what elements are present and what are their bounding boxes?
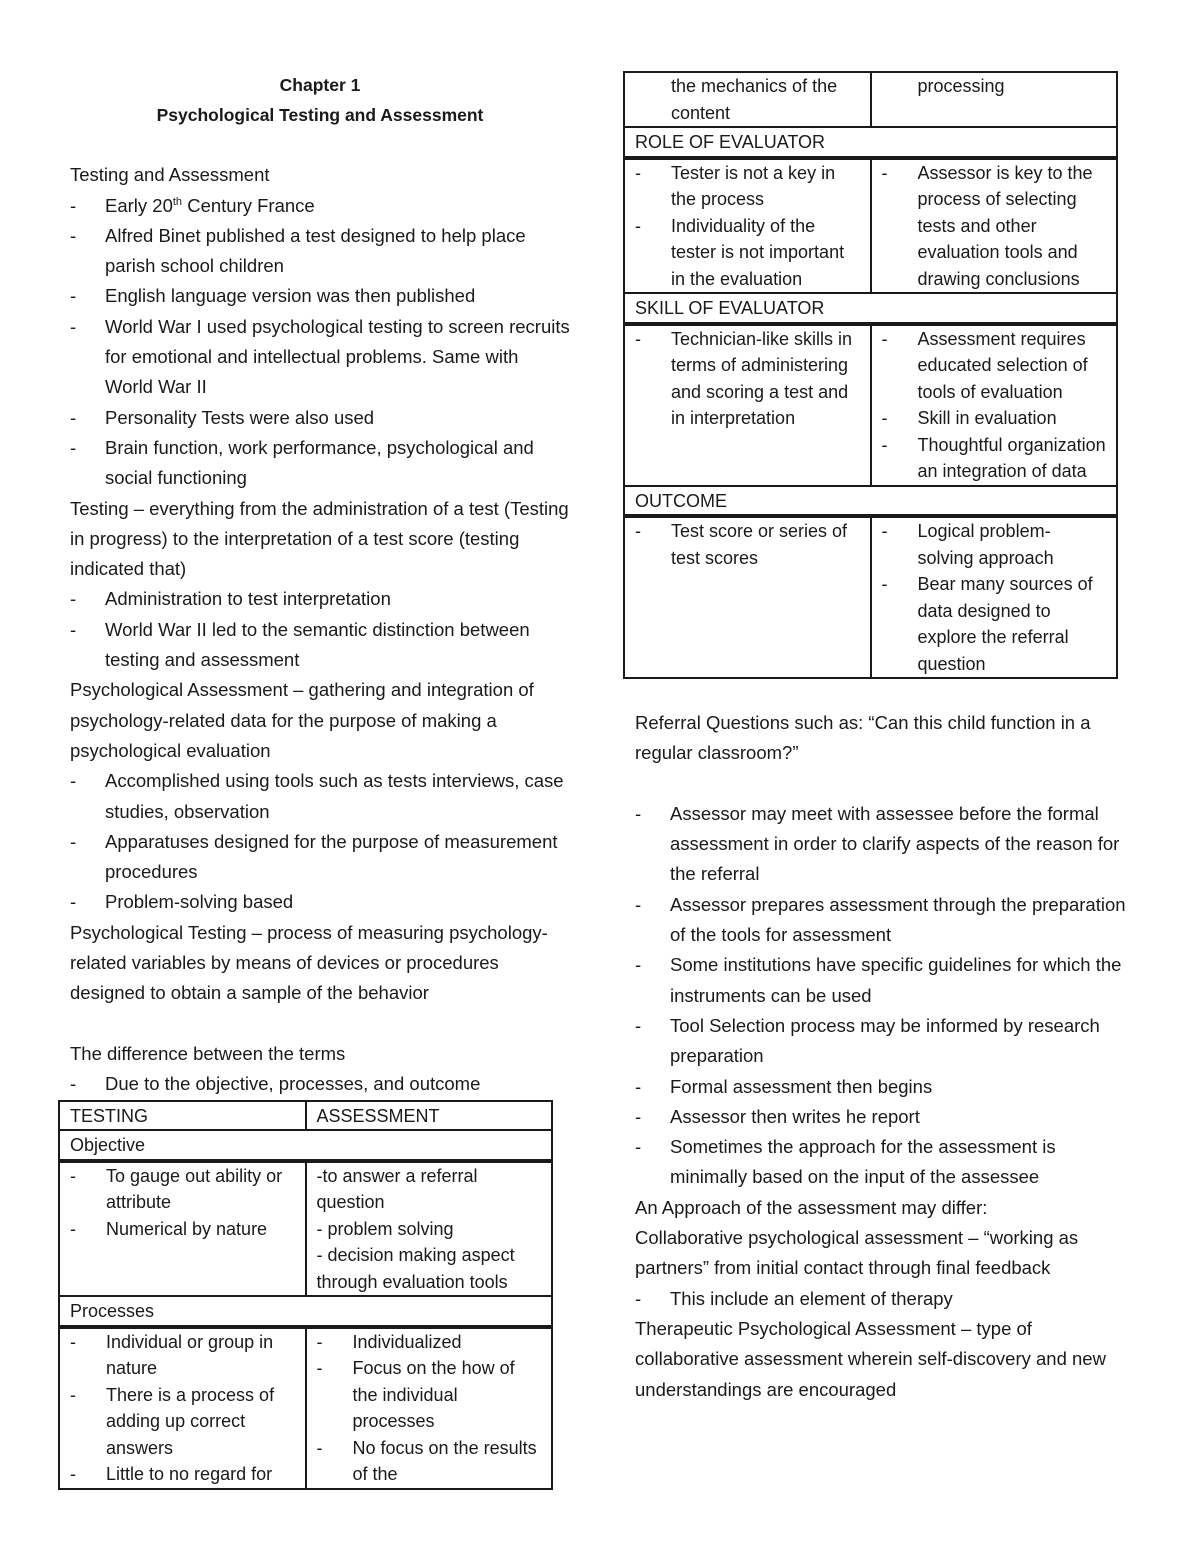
list-item (635, 1132, 1128, 1193)
row-label-outcome: OUTCOME (624, 486, 1117, 517)
bullet-dash: - (70, 891, 77, 913)
bullet-text: Tool Selection process may be informed by research preparation (670, 1014, 1100, 1067)
bullet-text: Alfred Binet published a test designed to help place parish school children (105, 224, 526, 277)
testing-definition: Testing – everything from the administration of a test (Testing in progress) to the interpretation of a test score (testing indicated that) (70, 497, 569, 580)
bullet-text: World War II led to the semantic distinction between testing and assessment (105, 618, 530, 671)
table-row (624, 127, 1117, 158)
skill-testing-cell: - Technician-like skills in terms of administering and scoring a test and in interpretation (624, 324, 871, 486)
bullet-dash: - (70, 315, 77, 337)
bullet-text: Due to the objective, processes, and outcome (105, 1073, 481, 1095)
bullet-text: English language version was then published (105, 285, 476, 307)
table-row (624, 486, 1117, 517)
skill-assessment-cell: - Assessment requires educated selection of tools of evaluation - Skill in evaluation - Thoughtful organization an integration of data (871, 324, 1118, 486)
table-row (624, 324, 1117, 486)
list-item (635, 799, 1128, 890)
bullet-text: Some institutions have specific guidelines for which the instruments can be used (670, 954, 1122, 1006)
difference-heading: The difference between the terms (70, 1042, 346, 1064)
outcome-testing-cell: - Test score or series of test scores (624, 516, 871, 678)
bullet-dash: - (635, 802, 642, 824)
bullet-dash: - (70, 436, 77, 458)
psych-testing-definition: Psychological Testing – process of measuring psychology-related variables by means of devices or procedures designed to obtain a sample of the behavior (70, 921, 548, 1004)
list-item (635, 1284, 1128, 1314)
bullet-dash: - (70, 770, 77, 792)
bullet-dash: - (70, 224, 77, 246)
bullet-dash: - (635, 1287, 642, 1309)
list-item (70, 403, 570, 433)
role-testing-cell: - Tester is not a key in the process - Individuality of the tester is not important in the evaluation (624, 158, 871, 294)
bullet-dash: - (70, 830, 77, 852)
table-row (59, 1296, 552, 1327)
list-item (635, 950, 1128, 1011)
continued-testing-cell: the mechanics of the content (624, 72, 871, 127)
bullet-dash: - (635, 1014, 642, 1036)
list-item (635, 1102, 1128, 1132)
chapter-subtitle: Psychological Testing and Assessment (156, 105, 484, 125)
list-item (70, 584, 570, 614)
row-label-skill: SKILL OF EVALUATOR (624, 293, 1117, 324)
list-item (70, 827, 570, 888)
left-column (70, 70, 570, 1490)
bullet-dash: - (70, 1073, 77, 1095)
list-item (70, 312, 570, 403)
list-item (70, 191, 570, 221)
approach-heading: An Approach of the assessment may differ: (635, 1196, 988, 1218)
bullet-text: Assessor then writes he report (670, 1105, 920, 1127)
list-item (70, 887, 570, 917)
bullet-dash: - (70, 618, 77, 640)
bullet-text: Apparatuses designed for the purpose of measurement procedures (105, 830, 558, 883)
table-row (624, 293, 1117, 324)
bullet-text: Problem-solving based (105, 891, 294, 913)
table-row (624, 158, 1117, 294)
bullet-text: Administration to test interpretation (105, 588, 391, 610)
bullet-dash: - (635, 954, 642, 976)
table-row (59, 1327, 552, 1489)
list-item (70, 766, 570, 827)
bullet-text: Personality Tests were also used (105, 406, 375, 428)
table-row (59, 1130, 552, 1161)
objective-assessment-cell: -to answer a referral question - problem solving - decision making aspect through evaluation tools (306, 1161, 553, 1297)
bullet-text: This include an element of therapy (670, 1287, 953, 1309)
role-assessment-cell: - Assessor is key to the process of selecting tests and other evaluation tools and drawing conclusions (871, 158, 1118, 294)
bullet-dash: - (635, 1136, 642, 1158)
therapeutic-definition: Therapeutic Psychological Assessment – type of collaborative assessment wherein self-discovery and new understandings are encouraged (635, 1317, 1106, 1400)
bullet-text: Assessor prepares assessment through the preparation of the tools for assessment (670, 893, 1126, 946)
list-item (635, 890, 1128, 951)
outcome-assessment-cell: - Logical problem-solving approach - Bear many sources of data designed to explore the referral question (871, 516, 1118, 678)
bullet-dash: - (635, 1105, 642, 1127)
column-header-assessment: ASSESSMENT (306, 1101, 553, 1131)
collaborative-definition: Collaborative psychological assessment – “working as partners” from initial contact through final feedback (635, 1227, 1079, 1279)
row-label-role: ROLE OF EVALUATOR (624, 127, 1117, 158)
table-row (624, 516, 1117, 678)
table-row (624, 72, 1117, 127)
comparison-table-continued (623, 71, 1118, 679)
bullet-text: World War I used psychological testing to screen recruits for emotional and intellectual problems. Same with World War II (105, 315, 570, 398)
list-item (635, 1072, 1128, 1102)
bullet-text: Formal assessment then begins (670, 1075, 933, 1097)
column-header-testing: TESTING (59, 1101, 306, 1131)
list-item (70, 615, 570, 676)
assessment-definition: Psychological Assessment – gathering and integration of psychology-related data for the purpose of making a psychological evaluation (70, 679, 534, 761)
bullet-text: Assessor may meet with assessee before the formal assessment in order to clarify aspects of the reason for the referral (670, 802, 1120, 885)
bullet-dash: - (70, 406, 77, 428)
table-row (59, 1161, 552, 1297)
right-column (623, 71, 1128, 1405)
comparison-table (58, 1100, 553, 1490)
bullet-dash: - (70, 285, 77, 307)
bullet-dash: - (70, 588, 77, 610)
bullet-text: Brain function, work performance, psychological and social functioning (105, 436, 534, 489)
bullet-text: Accomplished using tools such as tests interviews, case studies, observation (105, 770, 564, 822)
list-item (70, 1069, 570, 1099)
processes-testing-cell: - Individual or group in nature - There is a process of adding up correct answers - Little to no regard for (59, 1327, 306, 1489)
bullet-text: Sometimes the approach for the assessment is minimally based on the input of the assessee (670, 1136, 1056, 1188)
table-row (59, 1101, 552, 1131)
list-item (70, 281, 570, 311)
list-item (70, 221, 570, 282)
bullet-dash: - (635, 1075, 642, 1097)
processes-assessment-cell: - Individualized - Focus on the how of the individual processes - No focus on the results of the (306, 1327, 553, 1489)
objective-testing-cell: - To gauge out ability or attribute - Numerical by nature (59, 1161, 306, 1297)
row-label-objective: Objective (59, 1130, 552, 1161)
section-heading: Testing and Assessment (70, 164, 270, 186)
list-item (70, 433, 570, 494)
list-item (635, 1011, 1128, 1072)
row-label-processes: Processes (59, 1296, 552, 1327)
bullet-dash: - (635, 893, 642, 915)
bullet-text: Early 20th Century France (105, 194, 315, 216)
bullet-dash: - (70, 194, 77, 216)
referral-questions: Referral Questions such as: “Can this child function in a regular classroom?” (635, 712, 1091, 764)
continued-assessment-cell: processing (871, 72, 1118, 127)
chapter-heading: Chapter 1 (279, 75, 361, 95)
